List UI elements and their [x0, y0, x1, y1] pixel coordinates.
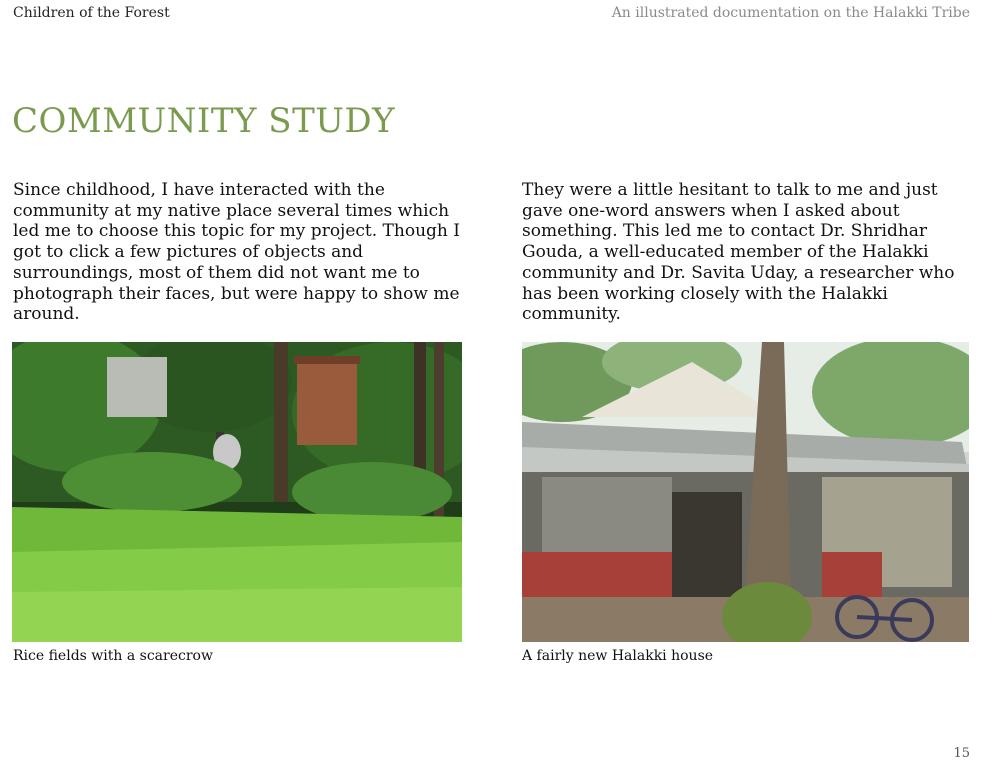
caption-halakki-house: A fairly new Halakki house	[522, 648, 714, 664]
running-header-subtitle: An illustrated documentation on the Halakki Tribe	[611, 5, 970, 21]
paragraph-right: They were a little hesitant to talk to me and just gave one-word answers when I asked about something. This led me to contact Dr. Shridhar Gouda, a well-educated member of the Halakki community and Dr. Savita Uday, a researcher who has been working closely with the Halakki community.	[522, 180, 955, 325]
paragraph-left: Since childhood, I have interacted with the community at my native place several times which led me to choose this topic for my project. Though I got to click a few pictures of objects and surroundings, most of them did not want me to photograph their faces, but were happy to show me around.	[13, 180, 460, 325]
halakki-house-photo	[522, 342, 969, 642]
house-illustration	[522, 342, 969, 642]
rice-field-photo	[12, 342, 462, 642]
page-number: 15	[953, 746, 970, 761]
rice-field-illustration	[12, 342, 462, 642]
page-title: COMMUNITY STUDY	[12, 100, 396, 141]
running-header-title: Children of the Forest	[13, 5, 170, 21]
caption-rice-field: Rice fields with a scarecrow	[13, 648, 213, 664]
